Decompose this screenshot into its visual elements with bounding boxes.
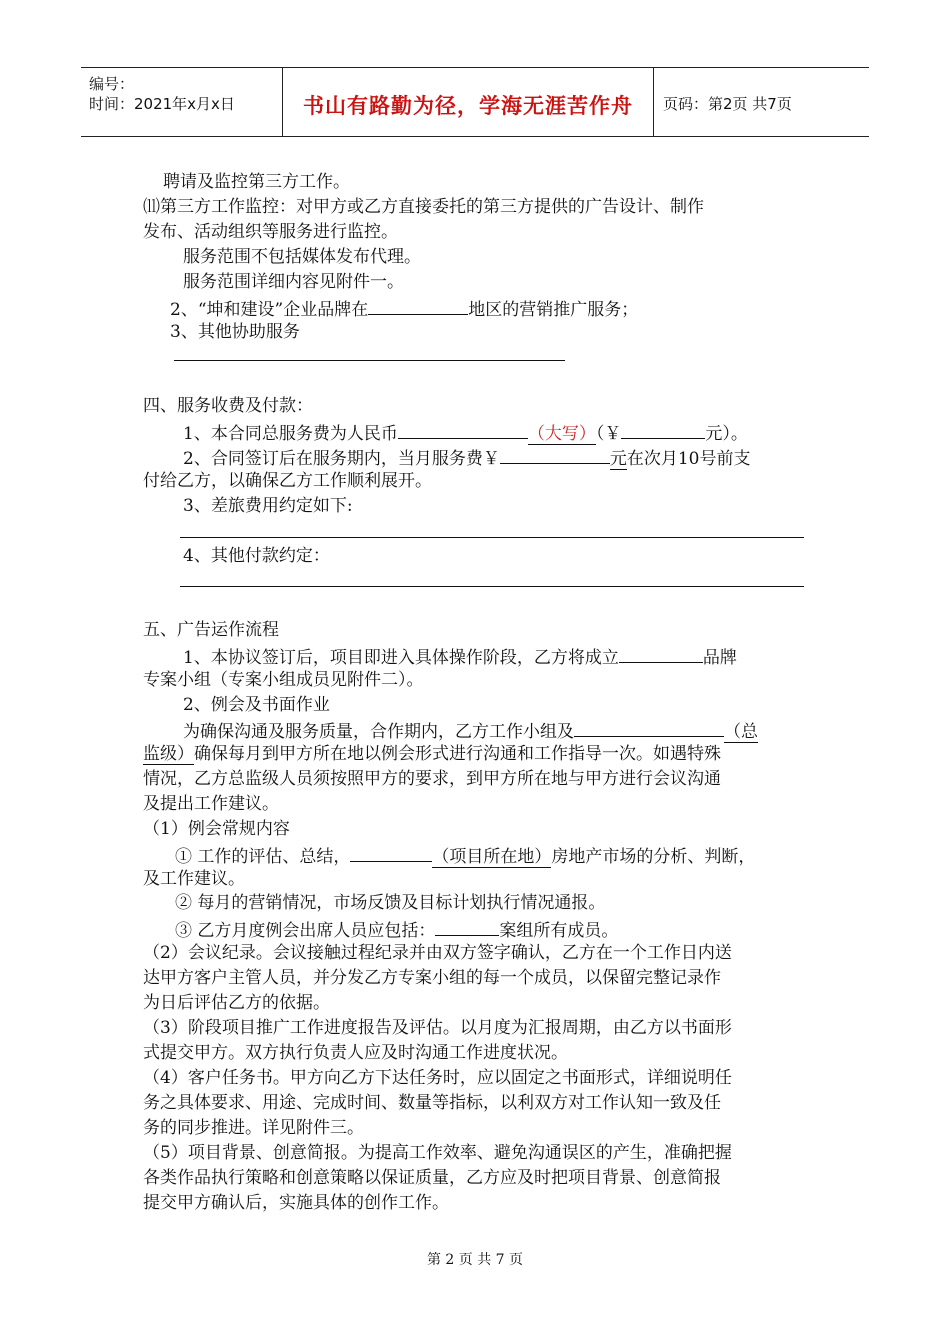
text-fragment: 1、本合同总服务费为人民币 [183,424,398,444]
capital-amount-label: （大写） [527,424,596,444]
text-fragment: （￥ [595,424,622,444]
fill-blank [574,719,724,737]
fill-blank [621,421,705,439]
text-line [175,918,618,941]
text-line: 提交甲方确认后，实施具体的创作工作。 [143,1193,449,1213]
fill-blank [368,297,468,315]
text-line: 4、其他付款约定： [183,546,330,566]
header-motto-cell [282,68,654,136]
fill-blank [435,918,499,936]
text-fragment: 房地产市场的分析、判断， [551,847,756,867]
header-page-cell [653,68,869,136]
text-fragment: 品牌 [702,648,737,668]
fill-line [180,586,804,587]
text-line: 各类作品执行策略和创意策略以保证质量，乙方应及时把项目背景、创意简报 [143,1168,721,1188]
text-line: 式提交甲方。双方执行负责人应及时沟通工作进度状况。 [143,1043,568,1063]
text-fragment: 为确保沟通及服务质量，合作期内，乙方工作小组及 [183,722,574,742]
text-fragment: 确保每月到甲方所在地以例会形式进行沟通和工作指导一次。如遇特殊 [194,744,721,764]
page-header [81,67,869,137]
header-motto: 书山有路勤为径，学海无涯苦作舟 [303,94,633,118]
text-line: 情况，乙方总监级人员须按照甲方的要求，到甲方所在地与甲方进行会议沟通 [143,769,721,789]
text-line [143,744,721,764]
text-fragment: ① 工作的评估、总结， [175,847,351,867]
fill-line [174,360,565,361]
text-line: 服务范围不包括媒体发布代理。 [183,247,421,267]
text-line [175,844,755,867]
text-line: 3、其他协助服务 [170,322,300,342]
text-line: 专案小组（专案小组成员见附件二）。 [143,670,424,690]
text-line: 为日后评估乙方的依据。 [143,993,330,1013]
text-fragment: 地区的营销推广服务； [468,300,639,320]
text-fragment: 1、本协议签订后，项目即进入具体操作阶段，乙方将成立 [183,648,619,668]
text-fragment: （总 [724,722,758,742]
text-line: 3、差旅费用约定如下: [183,496,353,516]
section-heading: 四、服务收费及付款： [143,396,313,416]
text-line: ② 每月的营销情况，市场反馈及目标计划执行情况通报。 [175,893,606,913]
text-line [183,645,737,668]
text-line: （2）会议纪录。会议接触过程纪录并由双方签字确认，乙方在一个工作日内送 [143,943,732,963]
text-fragment: 在次月10号前支 [626,449,751,469]
text-line: 及工作建议。 [143,869,245,889]
text-fragment: ③ 乙方月度例会出席人员应包括： [175,921,436,941]
text-line: 2、例会及书面作业 [183,695,330,715]
text-fragment: 元 [609,449,627,469]
text-line: 务的同步推进。详见附件三。 [143,1118,364,1138]
text-line: 发布、活动组织等服务进行监控。 [143,222,398,242]
text-line: 达甲方客户主管人员，并分发乙方专案小组的每一个成员，以保留完整记录作 [143,968,721,988]
text-line [183,719,758,742]
text-fragment: 2、合同签订后在服务期内，当月服务费￥ [183,449,500,469]
text-line: 及提出工作建议。 [143,794,279,814]
fill-blank [350,844,432,862]
page-footer: 第 2 页 共 7 页 [426,1252,524,1268]
header-page-number: 页码：第2页 共7页 [663,95,792,113]
fill-blank [500,446,610,464]
text-line: 付给乙方，以确保乙方工作顺利展开。 [143,471,432,491]
text-fragment: 监级） [143,744,194,764]
text-line: 聘请及监控第三方工作。 [163,172,350,192]
text-line: 务之具体要求、用途、完成时间、数量等指标，以利双方对工作认知一致及任 [143,1093,721,1113]
text-fragment: 2、“坤和建设”企业品牌在 [170,300,369,320]
text-line: （5）项目背景、创意简报。为提高工作效率、避免沟通误区的产生，准确把握 [143,1143,732,1163]
text-line: （1）例会常规内容 [143,819,290,839]
text-fragment: 案组所有成员。 [499,921,619,941]
text-line: （3）阶段项目推广工作进度报告及评估。以月度为汇报周期，由乙方以书面形 [143,1018,732,1038]
text-fragment: 元）。 [705,424,748,444]
text-line: （4）客户任务书。甲方向乙方下达任务时，应以固定之书面形式，详细说明任 [143,1068,732,1088]
fill-blank [398,421,528,439]
fill-line [180,537,804,538]
document-time-label: 时间：2021年x月x日 [89,95,235,113]
text-line [183,421,748,444]
text-line [170,297,638,320]
fill-blank [619,645,703,663]
section-heading: 五、广告运作流程 [143,620,279,640]
header-info-cell [81,68,281,136]
text-fragment: （项目所在地） [432,847,552,867]
text-line: 服务范围详细内容见附件一。 [183,272,404,292]
text-line: ⑾第三方工作监控：对甲方或乙方直接委托的第三方提供的广告设计、制作 [143,197,704,217]
document-number-label: 编号： [89,75,135,93]
text-line [183,446,750,469]
